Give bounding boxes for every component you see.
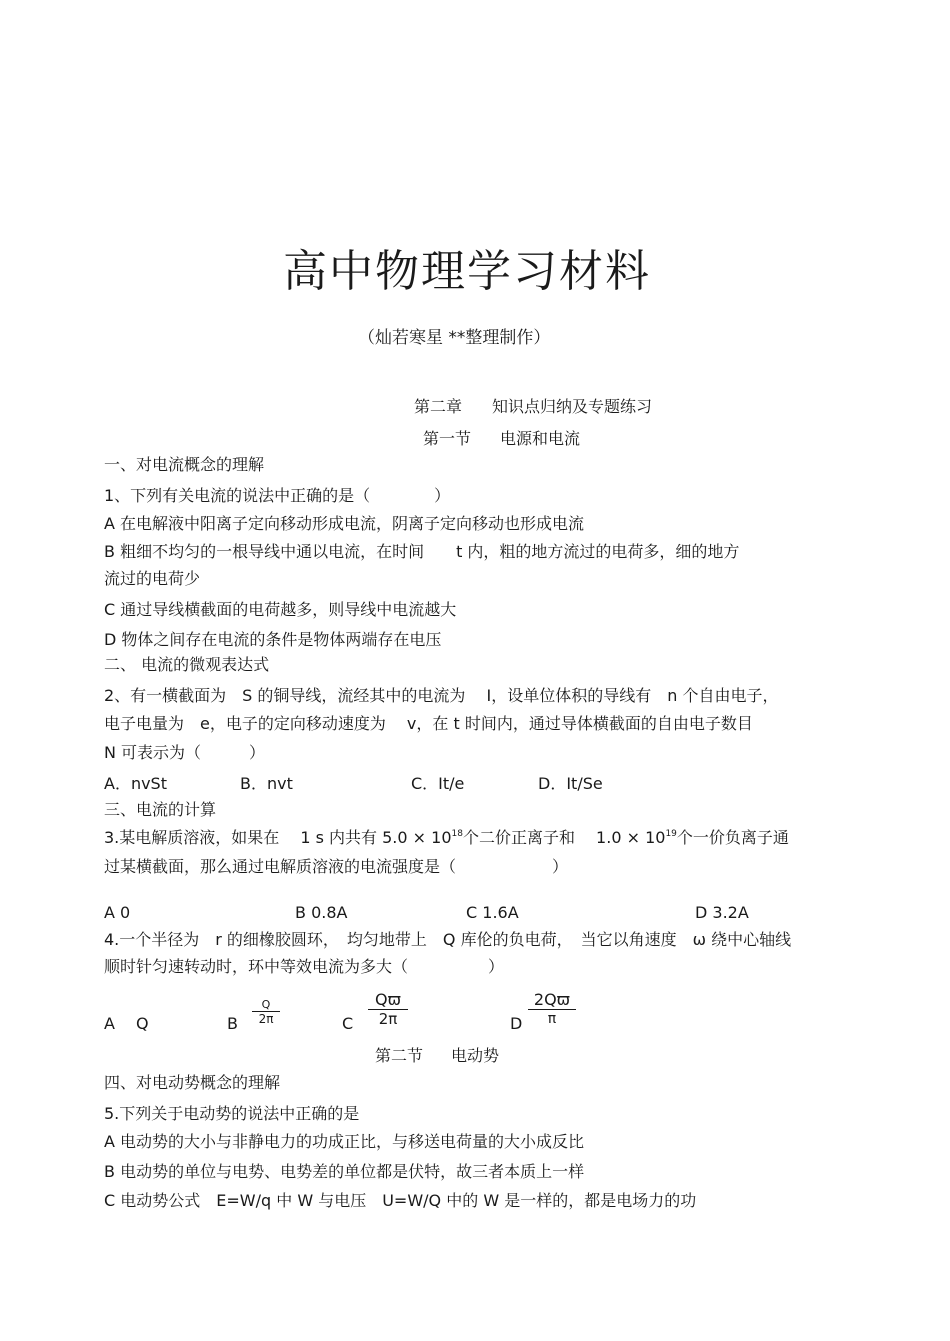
question-3-text-part-1: 3.某电解质溶液，如果在 1 s 内共有 5.0 × 10	[104, 828, 452, 847]
question-3-line-2: 过某横截面，那么通过电解质溶液的电流强度是（ ）	[104, 857, 569, 876]
question-1-option-b: B 粗细不均匀的一根导线中通以电流，在时间 t 内，粗的地方流过的电荷多，细的地方	[104, 542, 740, 561]
chapter-title: 知识点归纳及专题练习	[492, 397, 653, 416]
topic-heading-2: 二、 电流的微观表达式	[104, 655, 270, 674]
question-3-option-b: B 0.8A	[295, 903, 348, 922]
question-1-option-d: D 物体之间存在电流的条件是物体两端存在电压	[104, 630, 442, 649]
question-3-text-part-2: 个二价正离子和 1.0 × 10	[462, 828, 666, 847]
question-2-line-1: 2、有一横截面为 S 的铜导线，流经其中的电流为 I，设单位体积的导线有 n 个自由电子，	[104, 686, 779, 705]
chapter-label: 第二章	[414, 397, 463, 416]
fraction-numerator: Qϖ	[375, 990, 401, 1009]
question-3-line-1	[104, 828, 789, 848]
question-4-option-a-letter: A	[104, 1014, 115, 1033]
question-5-stem: 5.下列关于电动势的说法中正确的是	[104, 1104, 360, 1123]
question-5-option-a: A 电动势的大小与非静电力的功成正比，与移送电荷量的大小成反比	[104, 1132, 585, 1151]
question-1-option-a: A 在电解液中阳离子定向移动形成电流，阴离子定向移动也形成电流	[104, 514, 585, 533]
fraction-numerator: Q	[261, 998, 271, 1011]
question-4-option-b-fraction	[252, 998, 280, 1027]
question-3-exponent-2: 19	[665, 829, 677, 839]
question-3-text-part-3: 个一价负离子通	[676, 828, 789, 847]
question-2-option-b: B．nvt	[240, 774, 293, 793]
section-1-title: 电源和电流	[500, 429, 581, 448]
question-2-line-3: N 可表示为（ ）	[104, 743, 266, 762]
page-title: 高中物理学习材料	[283, 246, 651, 297]
question-5-option-b: B 电动势的单位与电势、电势差的单位都是伏特，故三者本质上一样	[104, 1162, 585, 1181]
page-subtitle: （灿若寒星 **整理制作）	[358, 328, 551, 348]
question-1-option-b-cont: 流过的电荷少	[104, 569, 201, 588]
question-2-line-2: 电子电量为 e，电子的定向移动速度为 v，在 t 时间内，通过导体横截面的自由电子数目	[104, 714, 753, 733]
fraction-numerator: 2Qϖ	[533, 990, 571, 1009]
question-4-option-c-fraction	[368, 990, 408, 1029]
section-1-label: 第一节	[423, 429, 472, 448]
fraction-denominator: 2π	[378, 1010, 398, 1028]
question-4-option-b-letter: B	[227, 1014, 238, 1033]
question-3-exponent-1: 18	[451, 829, 463, 839]
topic-heading-4: 四、对电动势概念的理解	[104, 1073, 281, 1092]
question-4-line-1: 4.一个半径为 r 的细橡胶圆环， 均匀地带上 Q 库伦的负电荷， 当它以角速度 ω 绕中心轴线	[104, 930, 792, 949]
topic-heading-1: 一、对电流概念的理解	[104, 455, 265, 474]
question-3-option-c: C 1.6A	[466, 903, 519, 922]
question-3-option-a: A 0	[104, 903, 131, 922]
question-3-option-d: D 3.2A	[695, 903, 749, 922]
question-2-option-d: D．It/Se	[538, 774, 603, 793]
topic-heading-3: 三、电流的计算	[104, 800, 217, 819]
question-4-option-a-value: Q	[136, 1014, 149, 1033]
question-1-option-c: C 通过导线横截面的电荷越多，则导线中电流越大	[104, 600, 457, 619]
question-2-option-a: A．nvSt	[104, 774, 167, 793]
question-4-option-d-fraction	[528, 990, 576, 1029]
question-4-option-c-letter: C	[342, 1014, 354, 1033]
fraction-denominator: 2π	[258, 1012, 274, 1026]
question-4-option-d-letter: D	[510, 1014, 523, 1033]
section-2-label: 第二节	[375, 1046, 424, 1065]
question-5-option-c: C 电动势公式 E=W/q 中 W 与电压 U=W/Q 中的 W 是一样的，都是电场力的功	[104, 1191, 697, 1210]
fraction-denominator: π	[547, 1011, 557, 1027]
question-2-option-c: C．It/e	[411, 774, 465, 793]
section-2-title: 电动势	[451, 1046, 500, 1065]
question-4-line-2: 顺时针匀速转动时，环中等效电流为多大（ ）	[104, 957, 505, 976]
question-1-stem: 1、下列有关电流的说法中正确的是（ ）	[104, 486, 451, 505]
